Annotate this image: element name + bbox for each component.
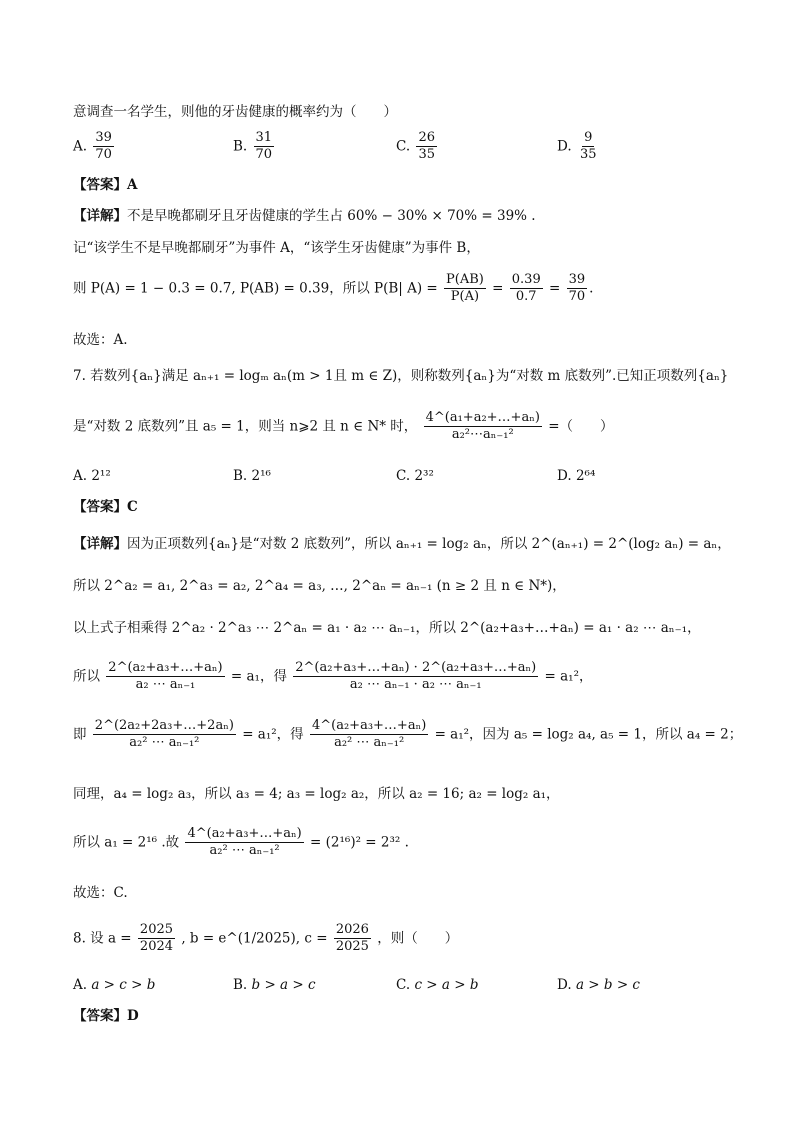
q8-option-c: C. c > a > b <box>396 977 479 993</box>
q6-option-c-fraction: $\frac{26}{35}$ <box>418 130 435 163</box>
q7-option-d: D. 2⁶⁴ <box>557 468 596 484</box>
q7-conclusion: 故选：C. <box>73 885 128 901</box>
q8-stem: 8. 设 a = $\frac{2025}{2024}$ , b = e^(1/2025), c = $\frac{2026}{2025}$ ，则（ ） <box>73 922 459 955</box>
q7-stem-line-1: 7. 若数列{aₙ}满足 aₙ₊₁ = logₘ aₙ(m > 1且 m ∈ Z)，则称数列{aₙ}为“对数 m 底数列”.已知正项数列{aₙ} <box>73 368 729 384</box>
q6-detail-2: 记“该学生不是早晚都刷牙”为事件 A，“该学生牙齿健康”为事件 B， <box>73 240 480 256</box>
q6-option-a-fraction: $\frac{39}{70}$ <box>95 130 112 163</box>
q6-option-c: C. $\frac{26}{35}$ <box>396 130 435 163</box>
q8-answer: 【答案】D <box>73 1008 139 1024</box>
q6-option-d: D. $\frac{9}{35}$ <box>557 130 597 163</box>
q8-option-a: A. a > c > b <box>73 977 156 993</box>
q6-answer: 【答案】A <box>73 177 138 193</box>
q6-detail-3: 则 P(A) = 1 − 0.3 = 0.7, P(AB) = 0.39，所以 P(B| A) = $\frac{P(AB)}{P(A)}$ = $\frac{0.39}{0.7}$ = $\frac{39}{70}$ . <box>73 272 594 305</box>
q8-option-d: D. a > b > c <box>557 977 640 993</box>
q7-detail-7: 所以 a₁ = 2¹⁶ .故 $\frac{\text{4\textasciicircum{}(a₂+a₃+…+aₙ)}}{\text{a₂² ⋯ aₙ₋₁²}}$ = (2¹⁶)² = 2³² . <box>73 826 409 859</box>
q7-detail-2: 所以 2^a₂ = a₁, 2^a₃ = a₂, 2^a₄ = a₃, …, 2^aₙ = aₙ₋₁ (n ≥ 2 且 n ∈ N*)， <box>73 578 566 594</box>
q6-detail-1: 【详解】不是早晚都刷牙且牙齿健康的学生占 60% − 30% × 70% = 39% . <box>73 208 536 224</box>
q7-detail-1: 【详解】因为正项数列{aₙ}是“对数 2 底数列”，所以 aₙ₊₁ = log₂ aₙ，所以 2^(aₙ₊₁) = 2^(log₂ aₙ) = aₙ， <box>73 536 731 552</box>
q6-stem: 意调查一名学生，则他的牙齿健康的概率约为（ ） <box>73 104 397 120</box>
q7-option-b: B. 2¹⁶ <box>233 468 271 484</box>
q8-option-b: B. b > a > c <box>233 977 316 993</box>
q7-option-c: C. 2³² <box>396 468 434 484</box>
q7-detail-4: 所以 $\frac{\text{2\textasciicircum{}(a₂+a₃+…+aₙ)}}{\text{a₂ ⋯ aₙ₋₁}}$ = a₁，得 $\frac{\text{2\textasciicircum{}(a₂+a₃+…+aₙ) · 2\textasciicircum{}(a₂+a₃+…+aₙ)}}{\text{a₂ ⋯ aₙ₋₁ · a₂ ⋯ aₙ₋₁}}$ = a₁²， <box>73 660 593 693</box>
q6-option-d-fraction: $\frac{9}{35}$ <box>579 130 597 163</box>
q7-detail-3: 以上式子相乘得 2^a₂ · 2^a₃ ⋯ 2^aₙ = a₁ · a₂ ⋯ aₙ₋₁，所以 2^(a₂+a₃+…+aₙ) = a₁ · a₂ ⋯ aₙ₋₁， <box>73 620 701 636</box>
q7-detail-6: 同理，a₄ = log₂ a₃，所以 a₃ = 4; a₃ = log₂ a₂，所以 a₂ = 16; a₂ = log₂ a₁， <box>73 786 560 802</box>
q6-conclusion: 故选：A. <box>73 332 128 348</box>
q7-stem-line-2: 是“对数 2 底数列”且 a₅ = 1，则当 n⩾2 且 n ∈ N* 时， $\frac{\text{4\textasciicircum{}(a₁+a₂+…+aₙ)}}{\text{a₂²⋯aₙ₋₁²}}$ =（ ） <box>73 410 614 443</box>
q7-answer: 【答案】C <box>73 499 138 515</box>
q6-option-a: A. $\frac{39}{70}$ <box>73 130 112 163</box>
q6-option-b-fraction: $\frac{31}{70}$ <box>255 130 273 163</box>
q6-option-b: B. $\frac{31}{70}$ <box>233 130 273 163</box>
q7-detail-5: 即 $\frac{\text{2\textasciicircum{}(2a₂+2a₃+…+2aₙ)}}{\text{a₂² ⋯ aₙ₋₁²}}$ = a₁²，得 $\frac{\text{4\textasciicircum{}(a₂+a₃+…+aₙ)}}{\text{a₂² ⋯ aₙ₋₁²}}$ = a₁²，因为 a₅ = log₂ a₄, a₅ = 1，所以 a₄ = 2； <box>73 718 743 751</box>
q7-option-a: A. 2¹² <box>73 468 111 484</box>
